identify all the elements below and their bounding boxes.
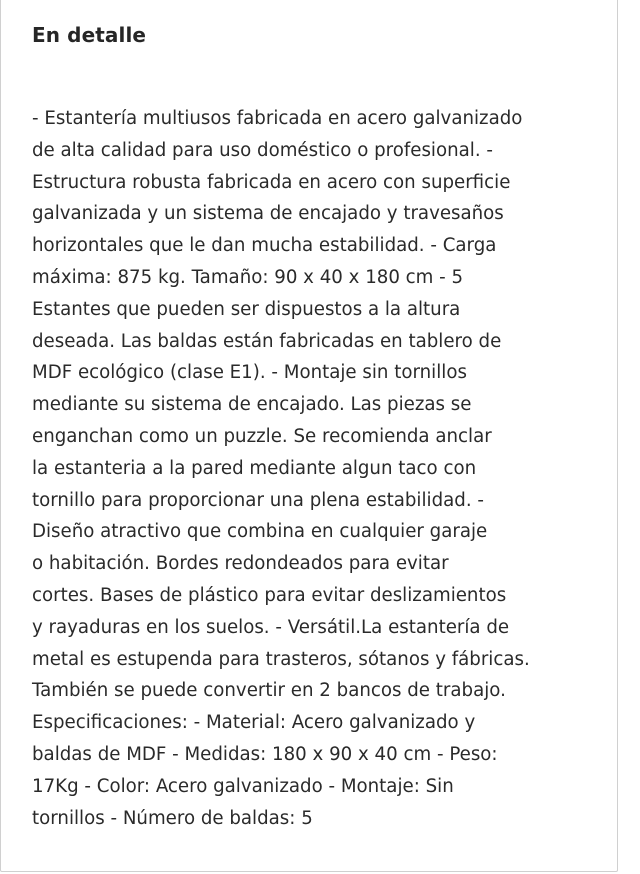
description-line: deseada. Las baldas están fabricadas en tablero de bbox=[32, 330, 502, 352]
description-line: horizontales que le dan mucha estabilidad. - Carga bbox=[32, 235, 497, 257]
description-line: enganchan como un puzzle. Se recomienda anclar bbox=[32, 425, 492, 447]
description-line: MDF ecológico (clase E1). - Montaje sin tornillos bbox=[32, 362, 467, 384]
description-line: de alta calidad para uso doméstico o profesional. - bbox=[32, 139, 493, 161]
description-line: máxima: 875 kg. Tamaño: 90 x 40 x 180 cm - 5 bbox=[32, 266, 464, 288]
description-line: Diseño atractivo que combina en cualquier garaje bbox=[32, 521, 488, 543]
product-description bbox=[32, 103, 610, 834]
description-line: 17Kg - Color: Acero galvanizado - Montaje: Sin bbox=[32, 775, 454, 797]
description-line: Estantes que pueden ser dispuestos a la altura bbox=[32, 298, 461, 320]
description-line: tornillo para proporcionar una plena estabilidad. - bbox=[32, 489, 484, 511]
description-line: Estructura robusta fabricada en acero con superficie bbox=[32, 171, 511, 193]
description-line: o habitación. Bordes redondeados para evitar bbox=[32, 553, 449, 575]
description-line: metal es estupenda para trasteros, sótanos y fábricas. bbox=[32, 648, 530, 670]
description-line: y rayaduras en los suelos. - Versátil.La estantería de bbox=[32, 616, 510, 638]
description-line: cortes. Bases de plástico para evitar deslizamientos bbox=[32, 584, 507, 606]
description-line: También se puede convertir en 2 bancos de trabajo. bbox=[32, 680, 506, 702]
description-line: Especificaciones: - Material: Acero galvanizado y bbox=[32, 712, 476, 734]
description-line: tornillos - Número de baldas: 5 bbox=[32, 807, 313, 829]
description-line: galvanizada y un sistema de encajado y travesaños bbox=[32, 203, 504, 225]
description-line: mediante su sistema de encajado. Las piezas se bbox=[32, 394, 472, 416]
description-line: baldas de MDF - Medidas: 180 x 90 x 40 cm - Peso: bbox=[32, 743, 498, 765]
description-line: la estanteria a la pared mediante algun taco con bbox=[32, 457, 477, 479]
section-title: En detalle bbox=[32, 23, 147, 47]
description-line: - Estantería multiusos fabricada en acero galvanizado bbox=[32, 108, 523, 129]
